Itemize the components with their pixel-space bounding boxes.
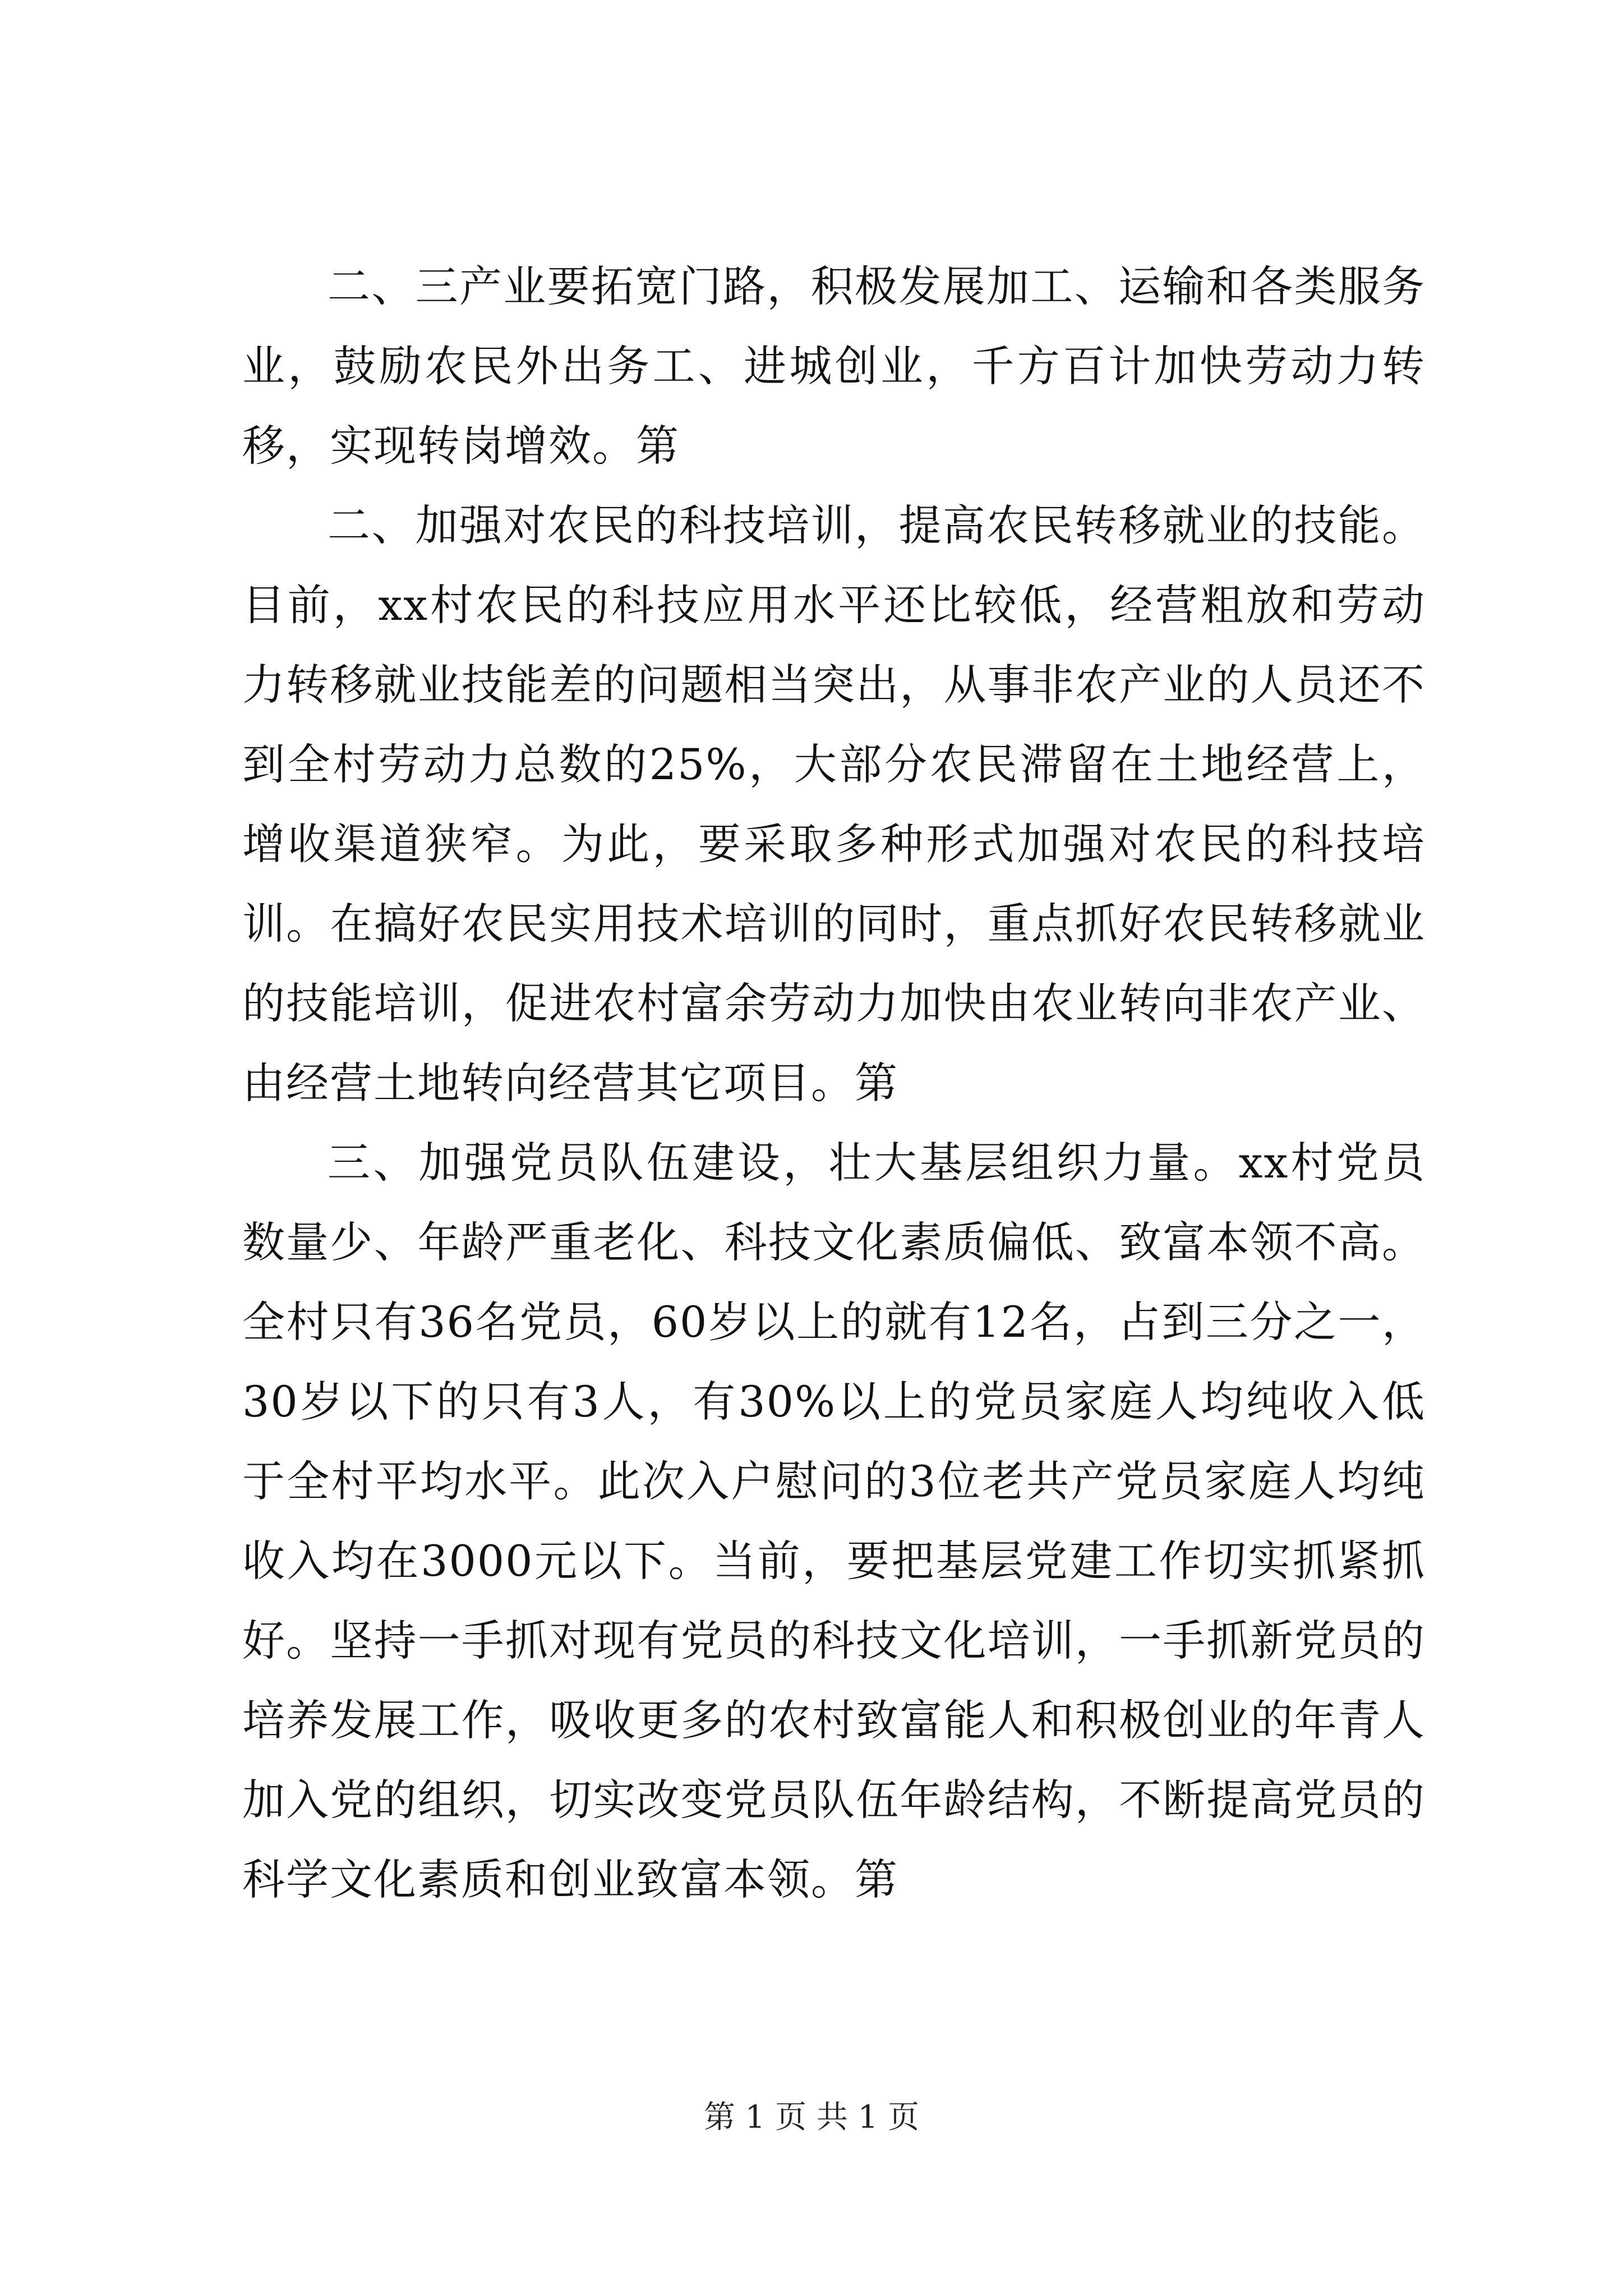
paragraph-1: 二、三产业要拓宽门路，积极发展加工、运输和各类服务业，鼓励农民外出务工、进城创业，千方百计加快劳动力转移，实现转岗增效。第	[242, 261, 1426, 471]
paragraph-2: 二、加强对农民的科技培训，提高农民转移就业的技能。目前，xx村农民的科技应用水平还比较低，经营粗放和劳动力转移就业技能差的问题相当突出，从事非农产业的人员还不到全村劳动力总数的25%，大部分农民滞留在土地经营上，增收渠道狭窄。为此，要采取多种形式加强对农民的科技培训。在搞好农民实用技术培训的同时，重点抓好农民转移就业的技能培训，促进农村富余劳动力加快由农业转向非农产业、由经营土地转向经营其它项目。第	[242, 500, 1426, 1108]
paragraph-3: 三、加强党员队伍建设，壮大基层组织力量。xx村党员数量少、年龄严重老化、科技文化素质偏低、致富本领不高。全村只有36名党员，60岁以上的就有12名，占到三分之一，30岁以下的只有3人，有30%以上的党员家庭人均纯收入低于全村平均水平。此次入户慰问的3位老共产党员家庭人均纯收入均在3000元以下。当前，要把基层党建工作切实抓紧抓好。坚持一手抓对现有党员的科技文化培训，一手抓新党员的培养发展工作，吸收更多的农村致富能人和积极创业的年青人加入党的组织，切实改变党员队伍年龄结构，不断提高党员的科学文化素质和创业致富本领。第	[242, 1138, 1426, 1904]
document-body	[242, 247, 1426, 1920]
page-footer: 第 1 页 共 1 页	[703, 2099, 920, 2136]
